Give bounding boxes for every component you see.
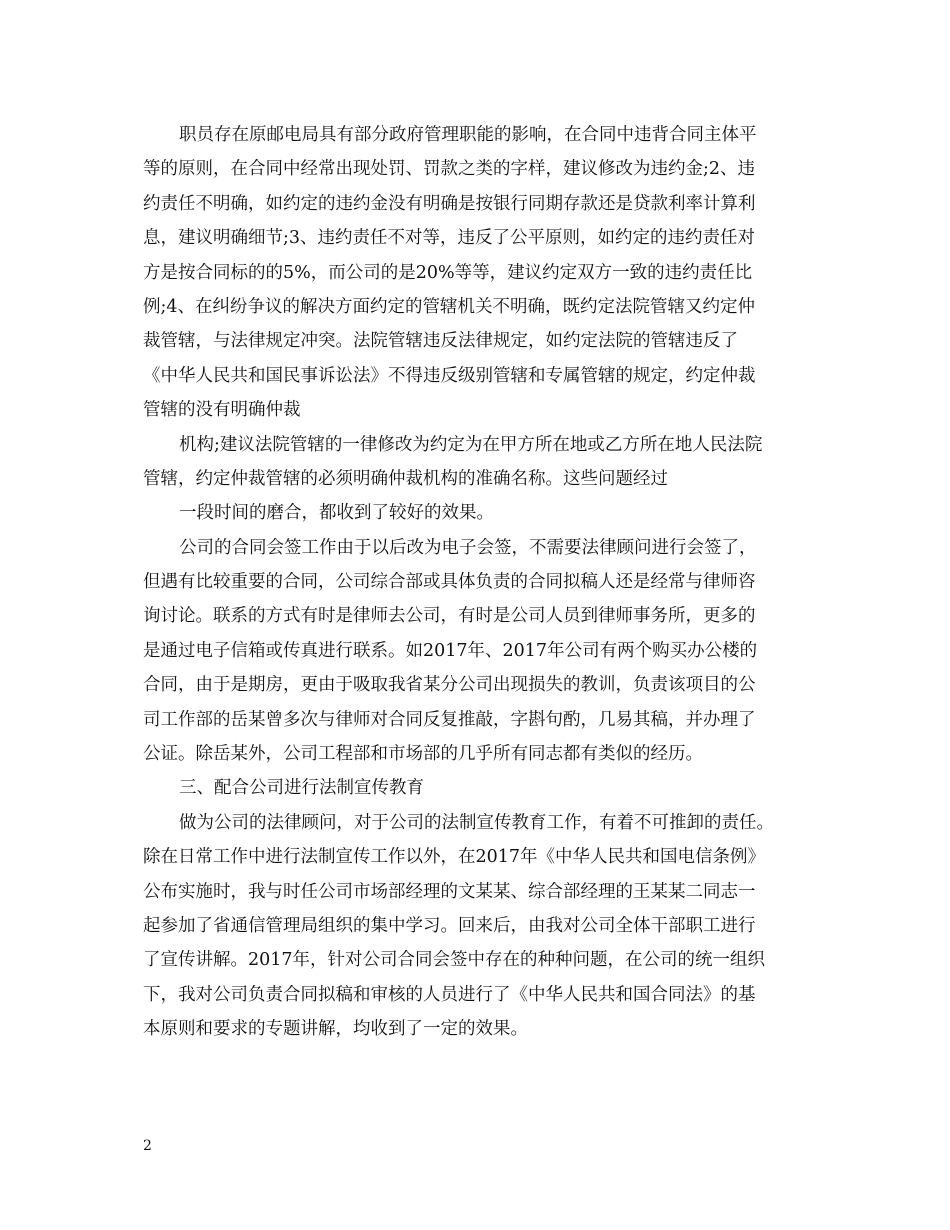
text-line: 合同，由于是期房，更由于吸取我省某分公司出现损失的教训，负责该项目的公: [143, 675, 756, 696]
text-line: 机构;建议法院管辖的一律修改为约定为在甲方所在地或乙方所在地人民法院: [179, 434, 763, 455]
text-line: 询讨论。联系的方式有时是律师去公司，有时是公司人员到律师事务所，更多的: [143, 606, 756, 627]
text-line: 起参加了省通信管理局组织的集中学习。回来后，由我对公司全体干部职工进行: [143, 915, 756, 936]
text-line: 是通过电子信箱或传真进行联系。如2017年、2017年公司有两个购买办公楼的: [143, 640, 758, 661]
text-line: 管辖，约定仲裁管辖的必须明确仲裁机构的准确名称。这些问题经过: [143, 468, 668, 489]
text-line: 约责任不明确，如约定的违约金没有明确是按银行同期存款还是贷款利率计算利: [143, 193, 756, 214]
text-line: 等的原则，在合同中经常出现处罚、罚款之类的字样，建议修改为违约金;2、违: [143, 159, 756, 180]
text-line: 下，我对公司负责合同拟稿和审核的人员进行了《中华人民共和国合同法》的基: [143, 984, 756, 1005]
text-line: 做为公司的法律顾问，对于公司的法制宣传教育工作，有着不可推卸的责任。: [179, 812, 774, 833]
text-line: 三、配合公司进行法制宣传教育: [179, 778, 424, 799]
text-line: 裁管辖，与法律规定冲突。法院管辖违反法律规定，如约定法院的管辖违反了: [143, 331, 738, 352]
text-line: 管辖的没有明确仲裁: [143, 400, 301, 421]
text-line: 《中华人民共和国民事诉讼法》不得违反级别管辖和专属管辖的规定，约定仲裁: [143, 365, 756, 386]
text-line: 但遇有比较重要的合同，公司综合部或具体负责的合同拟稿人还是经常与律师咨: [143, 572, 756, 593]
text-line: 公证。除岳某外，公司工程部和市场部的几乎所有同志都有类似的经历。: [143, 744, 703, 765]
page-number: 2: [143, 1138, 152, 1154]
text-line: 职员存在原邮电局具有部分政府管理职能的影响，在合同中违背合同主体平: [179, 125, 757, 145]
document-body: [143, 118, 806, 1047]
text-line: 息，建议明确细节;3、违约责任不对等，违反了公平原则，如约定的违约责任对: [143, 228, 756, 249]
text-line: 一段时间的磨合，都收到了较好的效果。: [179, 503, 494, 524]
text-line: 除在日常工作中进行法制宣传工作以外，在2017年《中华人民共和国电信条例》: [143, 847, 766, 868]
text-line: 公司的合同会签工作由于以后改为电子会签，不需要法律顾问进行会签了，: [179, 537, 757, 558]
text-line: 本原则和要求的专题讲解，均收到了一定的效果。: [143, 1019, 528, 1040]
text-line: 公布实施时，我与时任公司市场部经理的文某某、综合部经理的王某某二同志一: [143, 881, 756, 902]
text-line: 例;4、在纠纷争议的解决方面约定的管辖机关不明确，既约定法院管辖又约定仲: [143, 296, 756, 317]
text-line: 方是按合同标的的5%，而公司的是20%等等，建议约定双方一致的违约责任比: [143, 262, 753, 283]
text-line: 司工作部的岳某曾多次与律师对合同反复推敲，字斟句酌，几易其稿，并办理了: [143, 709, 756, 730]
text-line: 了宣传讲解。2017年，针对公司合同会签中存在的种种问题，在公司的统一组织: [143, 950, 766, 971]
